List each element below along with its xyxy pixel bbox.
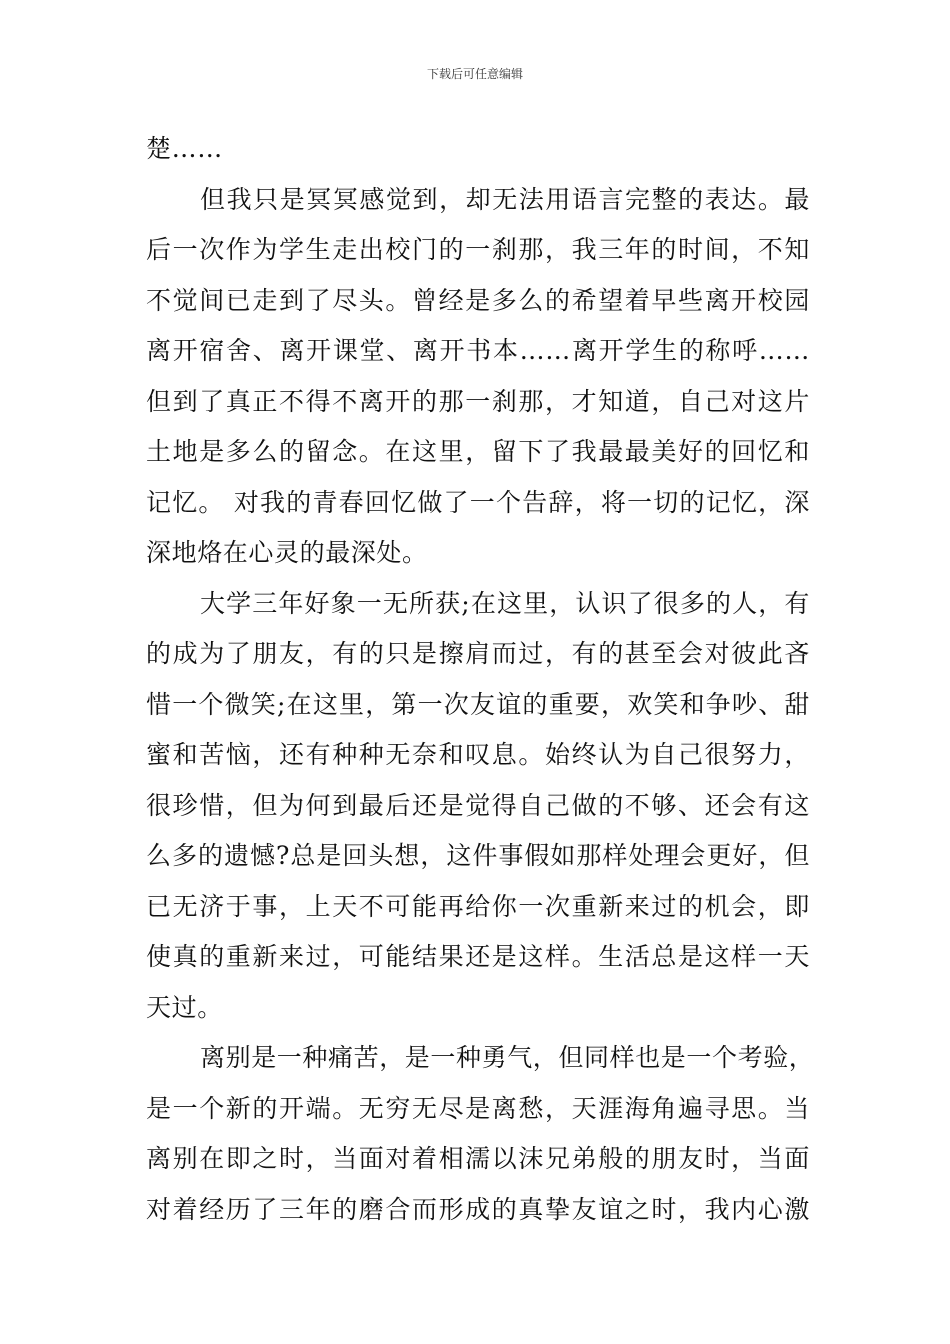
paragraph-2-line-6: 土地是多么的留念。在这里，留下了我最最美好的回忆和: [146, 437, 810, 466]
paragraph-2-line-3: 不觉间已走到了尽头。曾经是多么的希望着早些离开校园: [146, 285, 810, 315]
paragraph-2-line-4: 离开宿舍、离开课堂、离开书本……离开学生的称呼……: [146, 336, 810, 365]
page-header: 下载后可任意编辑: [426, 67, 523, 81]
paragraph-3-line-5: 很珍惜，但为何到最后还是觉得自己做的不够、还会有这: [146, 790, 810, 820]
paragraph-3-line-1: 大学三年好象一无所获;在这里，认识了很多的人，有: [200, 588, 810, 618]
paragraph-4-line-3: 离别在即之时，当面对着相濡以沫兄弟般的朋友时，当面: [146, 1144, 810, 1173]
paragraph-3-line-3: 惜一个微笑;在这里，第一次友谊的重要，欢笑和争吵、甜: [146, 689, 810, 719]
paragraph-2-line-1: 但我只是冥冥感觉到，却无法用语言完整的表达。最: [200, 184, 810, 214]
paragraph-3-line-8: 使真的重新来过，可能结果还是这样。生活总是这样一天: [146, 942, 810, 971]
paragraph-3-line-6: 么多的遗憾?总是回头想，这件事假如那样处理会更好，但: [146, 841, 810, 870]
paragraph-2-line-2: 后一次作为学生走出校门的一刹那，我三年的时间，不知: [146, 235, 810, 264]
document-body: [146, 124, 815, 1235]
paragraph-2-line-7: 记忆。 对我的青春回忆做了一个告辞，将一切的记忆，深: [146, 487, 810, 517]
paragraph-4-line-1: 离别是一种痛苦，是一种勇气，但同样也是一个考验，: [200, 1043, 815, 1072]
paragraph-3-line-2: 的成为了朋友，有的只是擦肩而过，有的甚至会对彼此吝: [146, 639, 810, 668]
paragraph-2-line-8: 深地烙在心灵的最深处。: [146, 538, 428, 567]
paragraph-3-line-9: 天过。: [146, 992, 223, 1022]
paragraph-3-line-4: 蜜和苦恼，还有种种无奈和叹息。始终认为自己很努力，: [146, 740, 810, 769]
paragraph-1-line-1: 楚……: [146, 134, 223, 163]
paragraph-4-line-4: 对着经历了三年的磨合而形成的真挚友谊之时，我内心激: [146, 1194, 810, 1224]
paragraph-3-line-7: 已无济于事，上天不可能再给你一次重新来过的机会，即: [146, 891, 810, 921]
paragraph-4-line-2: 是一个新的开端。无穷无尽是离愁，天涯海角遍寻思。当: [146, 1093, 810, 1123]
paragraph-2-line-5: 但到了真正不得不离开的那一刹那，才知道，自己对这片: [146, 386, 810, 416]
